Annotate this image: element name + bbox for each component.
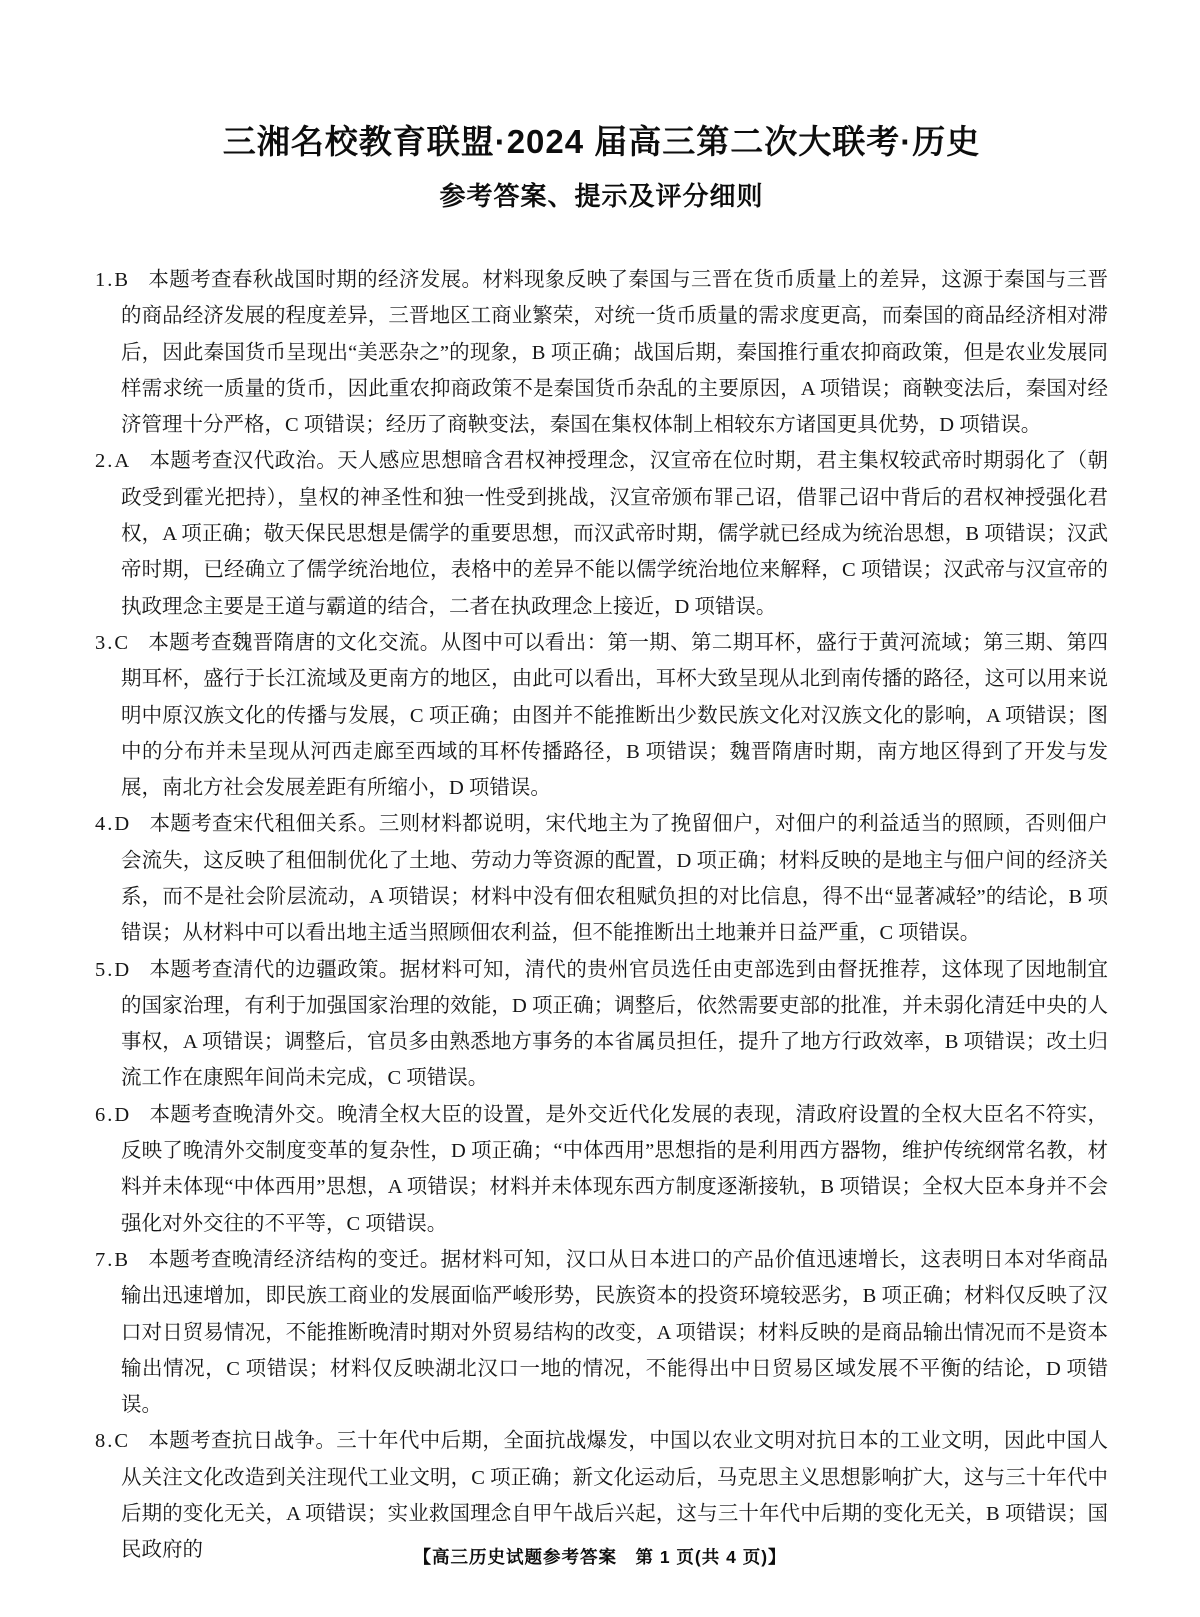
document-header: [95, 125, 1108, 210]
answer-explanation-2: 本题考查汉代政治。天人感应思想暗含君权神授理念，汉宣帝在位时期，君主集权较武帝时期弱化了（朝政受到霍光把持），皇权的神圣性和独一性受到挑战，汉宣帝颁布罪己诏，借罪己诏中背后的君权神授强化君权，A 项正确；敬天保民思想是儒学的重要思想，而汉武帝时期，儒学就已经成为统治思想，B 项错误；汉武帝时期，已经确立了儒学统治地位，表格中的差异不能以儒学统治地位来解释，C 项错误；汉武帝与汉宣帝的执政理念主要是王道与霸道的结合，二者在执政理念上接近，D 项错误。: [121, 450, 1108, 618]
answer-explanation-3: 本题考查魏晋隋唐的文化交流。从图中可以看出：第一期、第二期耳杯，盛行于黄河流域；第三期、第四期耳杯，盛行于长江流域及更南方的地区，由此可以看出，耳杯大致呈现从北到南传播的路径，这可以用来说明中原汉族文化的传播与发展，C 项正确；由图并不能推断出少数民族文化对汉族文化的影响，A 项错误；图中的分布并未呈现从河西走廊至西域的耳杯传播路径，B 项错误；魏晋隋唐时期，南方地区得到了开发与发展，南北方社会发展差距有所缩小，D 项错误。: [121, 631, 1108, 800]
page-footer: 【高三历史试题参考答案 第 1 页(共 4 页)】: [413, 1547, 787, 1567]
answer-item-7: [95, 1242, 1108, 1423]
answer-explanation-4: 本题考查宋代租佃关系。三则材料都说明，宋代地主为了挽留佃户，对佃户的利益适当的照顾，否则佃户会流失，这反映了租佃制优化了土地、劳动力等资源的配置，D 项正确；材料反映的是地主与佃户间的经济关系，而不是社会阶层流动，A 项错误；材料中没有佃农租赋负担的对比信息，得不出“显著减轻”的结论，B 项错误；从材料中可以看出地主适当照顾佃农利益，但不能推断出土地兼并日益严重，C 项错误。: [121, 813, 1108, 945]
answer-number-8: 8.C: [95, 1430, 131, 1453]
answer-number-3: 3.C: [95, 631, 131, 654]
answer-item-4: [95, 806, 1108, 951]
answer-explanation-5: 本题考查清代的边疆政策。据材料可知，清代的贵州官员选任由吏部选到由督抚推荐，这体现了因地制宜的国家治理，有利于加强国家治理的效能，D 项正确；调整后，依然需要吏部的批准，并未弱化清廷中央的人事权，A 项错误；调整后，官员多由熟悉地方事务的本省属员担任，提升了地方行政效率，B 项错误；改土归流工作在康熙年间尚未完成，C 项错误。: [121, 958, 1108, 1090]
answer-item-1: [95, 262, 1108, 443]
answer-explanation-7: 本题考查晚清经济结构的变迁。据材料可知，汉口从日本进口的产品价值迅速增长，这表明日本对华商品输出迅速增加，即民族工商业的发展面临严峻形势，民族资本的投资环境较恶劣，B 项正确；材料仅反映了汉口对日贸易情况，不能推断晚清时期对外贸易结构的改变，A 项错误；材料反映的是商品输出情况而不是资本输出情况，C 项错误；材料仅反映湖北汉口一地的情况，不能得出中日贸易区域发展不平衡的结论，D 项错误。: [121, 1248, 1108, 1417]
answer-item-5: [95, 952, 1108, 1097]
answer-item-6: [95, 1097, 1108, 1242]
answer-explanation-1: 本题考查春秋战国时期的经济发展。材料现象反映了秦国与三晋在货币质量上的差异，这源于秦国与三晋的商品经济发展的程度差异，三晋地区工商业繁荣，对统一货币质量的需求度更高，而秦国的商品经济相对滞后，因此秦国货币呈现出“美恶杂之”的现象，B 项正确；战国后期，秦国推行重农抑商政策，但是农业发展同样需求统一质量的货币，因此重农抑商政策不是秦国货币杂乱的主要原因，A 项错误；商鞅变法后，秦国对经济管理十分严格，C 项错误；经历了商鞅变法，秦国在集权体制上相较东方诸国更具优势，D 项错误。: [121, 268, 1108, 437]
answer-explanation-6: 本题考查晚清外交。晚清全权大臣的设置，是外交近代化发展的表现，清政府设置的全权大臣名不符实，反映了晚清外交制度变革的复杂性，D 项正确；“中体西用”思想指的是利用西方器物，维护传统纲常名教，材料并未体现“中体西用”思想，A 项错误；材料并未体现东西方制度逐渐接轨，B 项错误；全权大臣本身并不会强化对外交往的不平等，C 项错误。: [121, 1103, 1108, 1235]
answer-number-7: 7.B: [95, 1248, 131, 1271]
answers-list: [95, 262, 1108, 1569]
answer-item-3: [95, 625, 1108, 806]
answer-number-5: 5.D: [95, 958, 132, 981]
answer-number-6: 6.D: [95, 1103, 132, 1126]
answer-number-2: 2.A: [95, 450, 132, 473]
answer-number-4: 4.D: [95, 813, 132, 836]
answer-number-1: 1.B: [95, 268, 131, 291]
page-title: 三湘名校教育联盟·2024 届高三第二次大联考·历史: [222, 123, 981, 160]
answer-explanation-8: 本题考查抗日战争。三十年代中后期，全面抗战爆发，中国以农业文明对抗日本的工业文明，因此中国人从关注文化改造到关注现代工业文明，C 项正确；新文化运动后，马克思主义思想影响扩大，这与三十年代中后期的变化无关，A 项错误；实业救国理念自甲午战后兴起，这与三十年代中后期的变化无关，B 项错误；国民政府的: [121, 1430, 1108, 1562]
page-subtitle: 参考答案、提示及评分细则: [439, 180, 764, 211]
answer-item-2: [95, 443, 1108, 624]
